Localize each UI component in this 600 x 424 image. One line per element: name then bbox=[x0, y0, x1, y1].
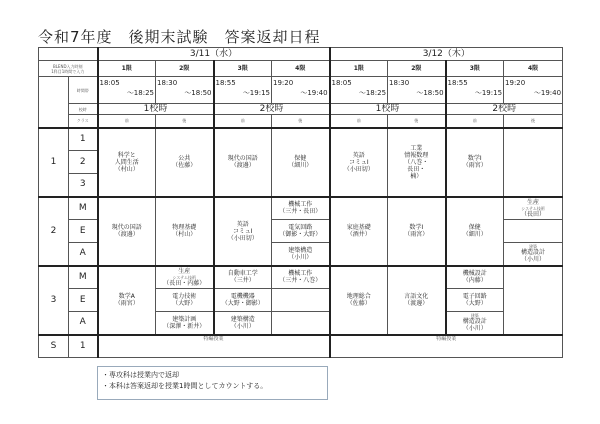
subject-line: （大野・御影） bbox=[221, 300, 264, 307]
subject-line: （渡邊） bbox=[404, 300, 429, 307]
subject-cell bbox=[388, 197, 446, 266]
subject-cell bbox=[504, 197, 563, 220]
notes-box bbox=[97, 366, 328, 400]
time-start: 18:30 bbox=[389, 79, 410, 87]
subject-line: （渡邊） bbox=[230, 162, 255, 169]
time-slot bbox=[214, 77, 272, 104]
subject-cell bbox=[330, 197, 388, 266]
note-line: ・専攻科は授業内で返却 bbox=[102, 371, 179, 379]
blend-note-line: 1科目1時間で入力 bbox=[51, 68, 85, 74]
subject-cell bbox=[504, 220, 563, 243]
subject-cell bbox=[98, 197, 156, 266]
subject-cell bbox=[272, 289, 330, 312]
sub-class-cell: E bbox=[69, 220, 98, 243]
time-end: ～18:25 bbox=[126, 89, 154, 97]
subject-line: （内藤） bbox=[462, 277, 487, 285]
class-half: 後 bbox=[156, 115, 214, 128]
subject-cell bbox=[388, 266, 446, 335]
sub-class-cell: 1 bbox=[69, 335, 98, 358]
table-row bbox=[39, 197, 563, 220]
time-start: 18:30 bbox=[157, 79, 178, 87]
time-start: 18:55 bbox=[447, 79, 468, 87]
subject-line: 工業 bbox=[410, 144, 423, 152]
subject-line: （三井・長田） bbox=[279, 208, 322, 216]
subject-line: （大野） bbox=[172, 300, 197, 307]
kouji-cell: 1校時 bbox=[330, 104, 446, 115]
time-slot bbox=[388, 77, 446, 104]
grade-cell: 2 bbox=[39, 197, 69, 266]
subject-line: （三井） bbox=[230, 277, 255, 285]
subject-line: 物理基礎 bbox=[172, 224, 197, 231]
subject-line: 機械工作 bbox=[288, 270, 313, 278]
table-row bbox=[39, 266, 563, 289]
subject-line: 建築構造 bbox=[230, 315, 255, 323]
subject-line: （小川） bbox=[288, 253, 313, 261]
period-header: 4限 bbox=[504, 61, 563, 77]
subject-line: 電気回路 bbox=[288, 224, 313, 231]
time-end: ～18:50 bbox=[184, 89, 212, 97]
time-slot bbox=[98, 77, 156, 104]
subject-line: 数学Ⅰ bbox=[467, 155, 482, 162]
subject-cell bbox=[156, 289, 214, 312]
sub-class-cell: A bbox=[69, 243, 98, 266]
page-title: 令和7年度 後期末試験 答案返却日程 bbox=[38, 28, 321, 46]
grade-cell: 1 bbox=[39, 128, 69, 197]
sub-class-cell: E bbox=[69, 289, 98, 312]
time-slot bbox=[272, 77, 330, 104]
subject-main: 構造設計 bbox=[462, 318, 487, 326]
subject-line: （深澤・新井） bbox=[163, 322, 206, 330]
period-header: 2限 bbox=[388, 61, 446, 77]
subject-cell bbox=[446, 128, 504, 197]
subject-line: （渡邊） bbox=[114, 231, 139, 238]
period-header: 3限 bbox=[214, 61, 272, 77]
kouji-label: 校時 bbox=[69, 104, 98, 115]
subject-line: 建築計画 bbox=[172, 315, 197, 323]
kouji-cell: 2校時 bbox=[214, 104, 330, 115]
subject-cell bbox=[156, 197, 214, 266]
subject-line: （村山） bbox=[172, 231, 197, 238]
time-end: ～19:15 bbox=[474, 89, 503, 97]
kouji-cell: 2校時 bbox=[446, 104, 563, 115]
subject-line: （御影・大野） bbox=[279, 231, 322, 238]
note-line: ・本科は答案返却を授業1時間としてカウントする。 bbox=[102, 382, 268, 390]
subject-line: 情報数理 bbox=[404, 151, 429, 159]
day-2-date: 3/12（木） bbox=[330, 48, 563, 61]
subject-line: （酒井） bbox=[346, 231, 371, 238]
kouji-cell: 1校時 bbox=[98, 104, 214, 115]
subject-cell bbox=[446, 312, 504, 335]
subject-main: 構造設計 bbox=[521, 249, 546, 257]
subject-line: 保健 bbox=[294, 155, 307, 162]
subject-line: 人間生活 bbox=[114, 158, 139, 166]
blend-note bbox=[39, 61, 98, 77]
subject-cell bbox=[446, 289, 504, 312]
class-half: 前 bbox=[446, 115, 504, 128]
subject-line: 現代の国語 bbox=[227, 155, 258, 162]
subject-line: （大野） bbox=[462, 300, 487, 307]
subject-cell bbox=[214, 197, 272, 266]
subject-sub: 建築 bbox=[529, 244, 538, 250]
time-label: 時間帯 bbox=[69, 77, 98, 104]
subject-sub: システム技術 bbox=[172, 274, 197, 280]
subject-line: 公共 bbox=[178, 155, 191, 162]
subject-line: （細川） bbox=[462, 231, 487, 238]
schedule-table bbox=[38, 47, 563, 358]
period-header: 3限 bbox=[446, 61, 504, 77]
sub-class-cell: M bbox=[69, 266, 98, 289]
subject-line: 電機機器 bbox=[230, 293, 255, 300]
time-start: 18:05 bbox=[331, 79, 352, 87]
subject-main: 生産 bbox=[178, 267, 191, 275]
day-1-date: 3/11（水） bbox=[98, 48, 330, 61]
class-half: 前 bbox=[98, 115, 156, 128]
sub-class-cell: 3 bbox=[69, 174, 98, 197]
subject-line: 科学と bbox=[117, 151, 136, 159]
corner-cell bbox=[39, 48, 98, 61]
subject-cell bbox=[272, 197, 330, 220]
sub-class-cell: A bbox=[69, 312, 98, 335]
subject-cell bbox=[214, 266, 272, 289]
subject-line: （細川） bbox=[288, 162, 313, 169]
subject-cell bbox=[98, 128, 156, 197]
subject-who: （小川） bbox=[521, 256, 546, 264]
period-header: 1限 bbox=[98, 61, 156, 77]
subject-cell bbox=[156, 266, 214, 289]
subject-line: 英語 bbox=[236, 220, 249, 228]
subject-line: 数学A bbox=[118, 293, 135, 300]
subject-main: 生産 bbox=[527, 198, 540, 206]
class-label: クラス bbox=[69, 115, 98, 128]
subject-cell bbox=[272, 266, 330, 289]
class-half: 後 bbox=[504, 115, 563, 128]
table-row bbox=[39, 128, 563, 151]
grade-cell: S bbox=[39, 335, 69, 358]
subject-line: （八巻・ bbox=[404, 158, 429, 166]
subject-line: 建築構造 bbox=[288, 246, 313, 254]
time-slot bbox=[156, 77, 214, 104]
time-end: ～19:40 bbox=[300, 89, 328, 97]
period-header: 2限 bbox=[156, 61, 214, 77]
subject-line: コミュⅠ bbox=[232, 227, 253, 235]
subject-line: （雨宮） bbox=[114, 300, 139, 307]
subject-cell bbox=[272, 128, 330, 197]
subject-line: 数学Ⅰ bbox=[409, 224, 424, 231]
subject-line: 言語文化 bbox=[404, 293, 429, 300]
subject-line: 英語 bbox=[352, 151, 365, 159]
subject-line: 地理総合 bbox=[346, 293, 371, 300]
subject-line: （村山） bbox=[114, 165, 139, 173]
special-class-cell: 特編授業 bbox=[98, 335, 330, 358]
subject-cell bbox=[272, 220, 330, 243]
subject-line: 保健 bbox=[468, 224, 481, 231]
sub-class-cell: 1 bbox=[69, 128, 98, 151]
subject-line: 楠） bbox=[410, 172, 423, 180]
subject-cell bbox=[388, 128, 446, 197]
subject-cell bbox=[504, 266, 563, 335]
class-half: 後 bbox=[272, 115, 330, 128]
grade-cell: 3 bbox=[39, 266, 69, 335]
subject-line: 機械工作 bbox=[288, 201, 313, 209]
subject-sub: システム技術 bbox=[521, 205, 545, 211]
subject-who: （小川） bbox=[462, 325, 487, 333]
subject-line: （小川） bbox=[230, 322, 255, 330]
period-header: 1限 bbox=[330, 61, 388, 77]
subject-cell bbox=[98, 266, 156, 335]
subject-line: （三井・八巻） bbox=[279, 277, 322, 285]
class-half: 後 bbox=[388, 115, 446, 128]
class-half: 前 bbox=[330, 115, 388, 128]
subject-cell bbox=[214, 312, 272, 335]
time-end: ～18:25 bbox=[358, 89, 387, 97]
time-slot bbox=[330, 77, 388, 104]
subject-line: 家庭基礎 bbox=[346, 224, 371, 231]
blend-note-line: BLEND入力時刻 bbox=[52, 63, 83, 69]
subject-cell bbox=[330, 128, 388, 197]
period-header: 4限 bbox=[272, 61, 330, 77]
sub-class-cell: 2 bbox=[69, 151, 98, 174]
subject-cell bbox=[330, 266, 388, 335]
subject-line: 電子回路 bbox=[462, 293, 487, 300]
time-end: ～19:40 bbox=[533, 89, 562, 97]
class-half: 前 bbox=[214, 115, 272, 128]
subject-line: コミュⅠ bbox=[348, 158, 369, 166]
subject-line: 電力技術 bbox=[172, 293, 197, 300]
subject-who: （長田） bbox=[521, 210, 546, 218]
subject-cell bbox=[214, 128, 272, 197]
time-start: 18:55 bbox=[215, 79, 236, 87]
subject-cell bbox=[446, 197, 504, 266]
subject-cell bbox=[214, 289, 272, 312]
blank-cell bbox=[39, 77, 69, 128]
subject-line: （雨宮） bbox=[404, 231, 429, 238]
subject-cell bbox=[272, 312, 330, 335]
sub-class-cell: M bbox=[69, 197, 98, 220]
subject-cell bbox=[156, 128, 214, 197]
subject-line: （小田切） bbox=[343, 165, 374, 173]
time-slot bbox=[446, 77, 504, 104]
time-end: ～18:50 bbox=[416, 89, 444, 97]
subject-line: （佐藤） bbox=[346, 300, 371, 307]
subject-line: （小田切） bbox=[227, 234, 258, 242]
subject-line: 機械設計 bbox=[462, 270, 487, 278]
subject-line: 現代の国語 bbox=[111, 224, 142, 231]
time-slot bbox=[504, 77, 563, 104]
time-start: 19:20 bbox=[273, 79, 294, 87]
subject-line: 自動車工学 bbox=[227, 270, 258, 278]
subject-cell bbox=[504, 243, 563, 266]
subject-who: （長田・内藤） bbox=[163, 279, 206, 287]
time-start: 19:20 bbox=[505, 79, 526, 87]
time-start: 18:05 bbox=[99, 79, 120, 87]
table-row bbox=[39, 335, 563, 358]
subject-sub: 建築 bbox=[470, 313, 479, 319]
subject-cell bbox=[504, 128, 563, 197]
special-class-cell: 特編授業 bbox=[330, 335, 563, 358]
subject-line: （雨宮） bbox=[462, 162, 487, 169]
subject-line: 長田・ bbox=[407, 165, 426, 173]
subject-line: （佐藤） bbox=[172, 162, 197, 169]
subject-cell bbox=[272, 243, 330, 266]
subject-cell bbox=[446, 266, 504, 289]
subject-cell bbox=[156, 312, 214, 335]
time-end: ～19:15 bbox=[242, 89, 270, 97]
